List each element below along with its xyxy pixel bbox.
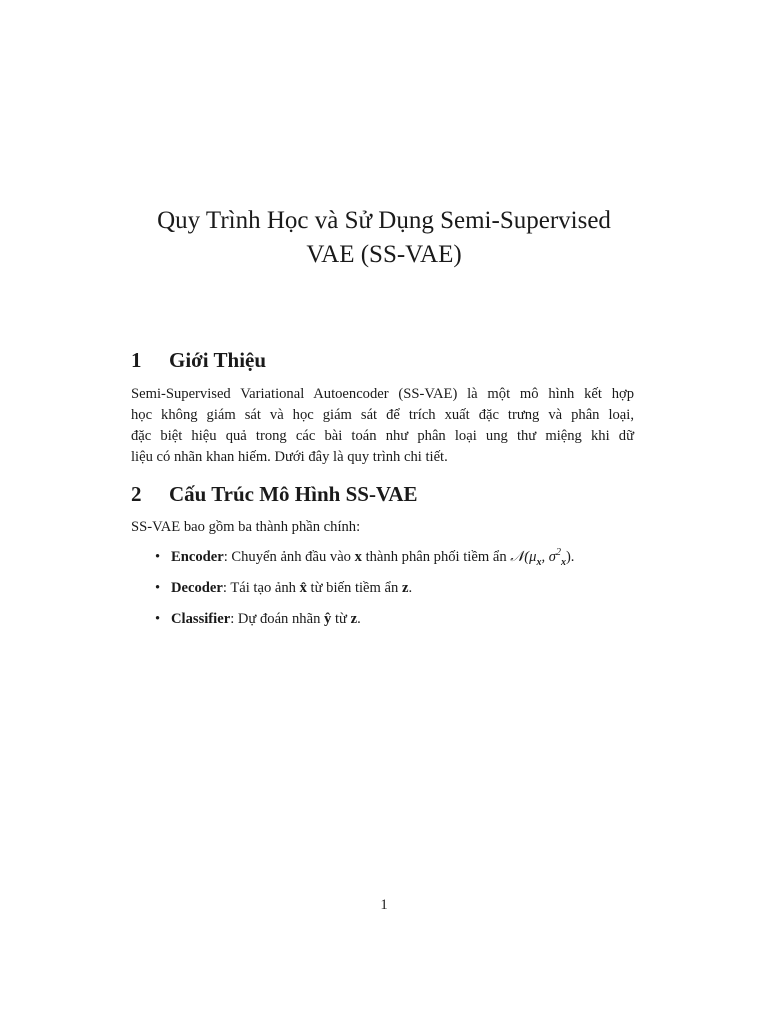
section-number: 2 (131, 482, 142, 506)
component-list (131, 547, 651, 640)
bullet-icon: • (155, 611, 161, 627)
list-item-encoder (131, 547, 651, 568)
item-term: Decoder (171, 580, 223, 596)
paragraph-line: đặc biệt hiệu quả trong các bài toán như phân loại ung thư miệng khi dữ (131, 428, 634, 444)
section-title: Giới Thiệu (169, 348, 267, 372)
paragraph-line: SS-VAE bao gồm ba thành phần chính: (131, 519, 361, 535)
item-term: Classifier (171, 611, 231, 627)
section-title: Cấu Trúc Mô Hình SS-VAE (169, 482, 418, 506)
item-text: . (357, 611, 361, 627)
paragraph-line: học không giám sát và học giám sát để trích xuất đặc trưng và phân loại, (131, 407, 634, 423)
math-symbol: z (401, 580, 409, 596)
section-heading-introduction (131, 347, 266, 373)
document-title (100, 204, 668, 272)
title-line-1: Quy Trình Học và Sử Dụng Semi-Supervised (157, 207, 611, 234)
section-heading-structure (131, 481, 418, 507)
math-symbol: x (354, 549, 362, 565)
math-symbol: z (350, 611, 358, 627)
item-text: thành phân phối tiềm ẩn (361, 549, 511, 565)
structure-intro (131, 517, 634, 538)
list-item-decoder (131, 578, 651, 599)
item-text: : Chuyển ảnh đầu vào (223, 549, 355, 565)
item-text: : Tái tạo ảnh (222, 580, 300, 596)
math-part: , σ (541, 549, 556, 565)
item-text: : Dự đoán nhãn (230, 611, 325, 627)
math-subscript: x (560, 556, 566, 568)
introduction-paragraph (131, 384, 634, 468)
item-text: ). (565, 549, 575, 565)
page-number: 1 (380, 897, 388, 913)
item-text: . (408, 580, 413, 596)
item-text: từ (331, 611, 351, 627)
math-superscript: 2 (555, 547, 561, 559)
bullet-icon: • (155, 580, 161, 596)
math-symbol: x̂ (299, 580, 307, 596)
math-expression (510, 547, 566, 568)
bullet-icon: • (155, 549, 161, 565)
section-number: 1 (131, 348, 142, 372)
item-text: từ biến tiềm ẩn (306, 580, 402, 596)
title-line-2: VAE (SS-VAE) (306, 241, 462, 268)
math-symbol: ŷ (324, 611, 332, 627)
item-term: Encoder (171, 549, 224, 565)
math-subscript: x (536, 556, 542, 568)
paragraph-line: liệu có nhãn khan hiếm. Dưới đây là quy trình chi tiết. (131, 449, 448, 465)
math-part: 𝒩(μ (510, 549, 537, 565)
paragraph-line: Semi-Supervised Variational Autoencoder (SS-VAE) là một mô hình kết hợp (131, 386, 634, 402)
list-item-classifier (131, 609, 651, 630)
